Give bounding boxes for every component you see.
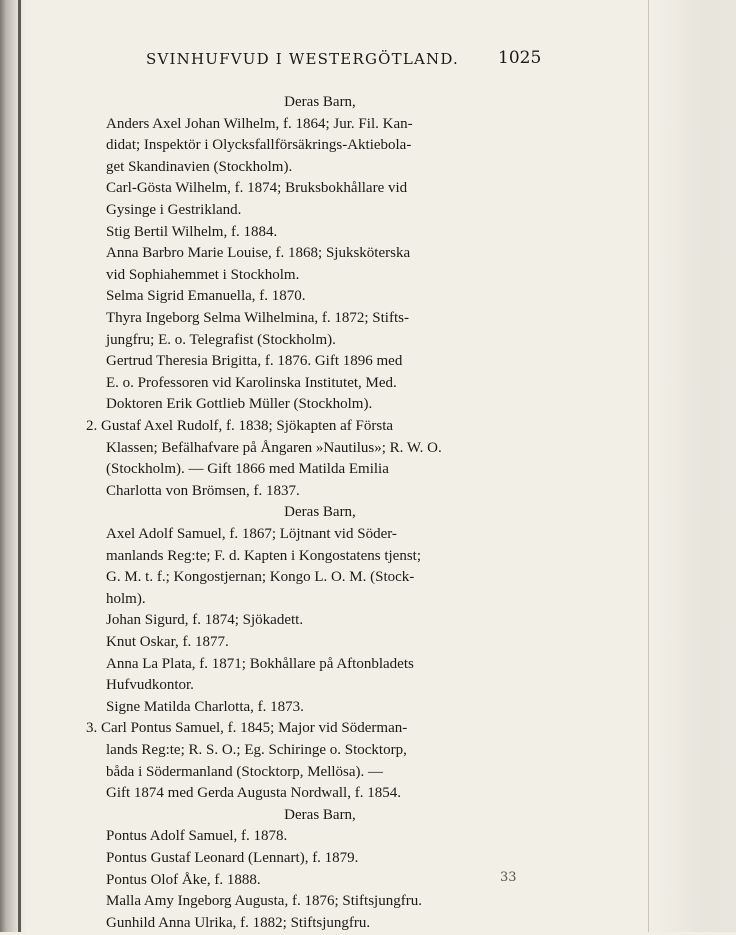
text-line: Klassen; Befälhafvare på Ångaren »Nautilus»; R. W. O.: [106, 439, 442, 456]
page-header: [0, 50, 736, 74]
text-line: holm).: [106, 590, 146, 607]
text-line: manlands Reg:te; F. d. Kapten i Kongostatens tjenst;: [106, 547, 422, 564]
text-line: Malla Amy Ingeborg Augusta, f. 1876; Stiftsjungfru.: [106, 893, 422, 910]
text-line: Doktoren Erik Gottlieb Müller (Stockholm).: [106, 396, 373, 413]
section-heading: Deras Barn,: [284, 504, 356, 521]
text-line: Pontus Olof Åke, f. 1888.: [106, 871, 261, 888]
signature-mark: 33: [500, 870, 517, 885]
text-line: Pontus Adolf Samuel, f. 1878.: [106, 828, 288, 845]
text-line: jungfru; E. o. Telegrafist (Stockholm).: [106, 331, 336, 348]
text-line: Axel Adolf Samuel, f. 1867; Löjtnant vid Söder-: [106, 526, 397, 542]
binding-edge: [18, 0, 21, 932]
text-line: get Skandinavien (Stockholm).: [106, 158, 293, 175]
text-line: Gysinge i Gestrikland.: [106, 202, 242, 218]
page-edge-line: [648, 0, 649, 932]
text-line: båda i Södermanland (Stocktorp, Mellösa). —: [106, 763, 384, 780]
text-line: Signe Matilda Charlotta, f. 1873.: [106, 698, 304, 715]
text-line: Anna Barbro Marie Louise, f. 1868; Sjuksköterska: [106, 245, 411, 262]
text-line: 2. Gustaf Axel Rudolf, f. 1838; Sjökapten af Första: [86, 418, 394, 434]
text-line: Anna La Plata, f. 1871; Bokhållare på Aftonbladets: [106, 655, 414, 672]
text-line: Johan Sigurd, f. 1874; Sjökadett.: [106, 612, 304, 629]
page-edge-shadow: [652, 0, 736, 932]
text-line: 3. Carl Pontus Samuel, f. 1845; Major vid Söderman-: [86, 720, 408, 737]
text-line: G. M. t. f.; Kongostjernan; Kongo L. O. M. (Stock-: [106, 569, 415, 586]
text-line: Charlotta von Brömsen, f. 1837.: [106, 482, 300, 499]
section-heading: Deras Barn,: [284, 806, 356, 823]
text-line: Selma Sigrid Emanuella, f. 1870.: [106, 288, 306, 305]
text-line: Gift 1874 med Gerda Augusta Nordwall, f. 1854.: [106, 785, 401, 802]
text-line: (Stockholm). — Gift 1866 med Matilda Emilia: [106, 461, 389, 478]
text-line: didat; Inspektör i Olycksfallförsäkrings-Aktiebola-: [106, 137, 412, 154]
text-line: Stig Bertil Wilhelm, f. 1884.: [106, 223, 278, 240]
text-line: Gertrud Theresia Brigitta, f. 1876. Gift 1896 med: [106, 353, 403, 370]
text-line: Pontus Gustaf Leonard (Lennart), f. 1879.: [106, 850, 359, 866]
text-line: Hufvudkontor.: [106, 677, 194, 694]
text-line: vid Sophiahemmet i Stockholm.: [106, 266, 300, 283]
page-number: 1025: [498, 48, 542, 68]
text-line: Gunhild Anna Ulrika, f. 1882; Stiftsjungfru.: [106, 914, 371, 931]
text-line: Carl-Gösta Wilhelm, f. 1874; Bruksbokhållare vid: [106, 180, 408, 197]
text-line: lands Reg:te; R. S. O.; Eg. Schiringe o. Stocktorp,: [106, 742, 407, 758]
book-spine-shadow: [0, 0, 26, 932]
text-line: Anders Axel Johan Wilhelm, f. 1864; Jur. Fil. Kan-: [106, 115, 413, 132]
text-line: E. o. Professoren vid Karolinska Institutet, Med.: [106, 374, 397, 391]
text-line: Knut Oskar, f. 1877.: [106, 634, 229, 650]
section-heading: Deras Barn,: [284, 94, 356, 110]
text-line: Thyra Ingeborg Selma Wilhelmina, f. 1872; Stifts-: [106, 310, 409, 326]
running-title: SVINHUFVUD I WESTERGÖTLAND.: [146, 50, 460, 68]
